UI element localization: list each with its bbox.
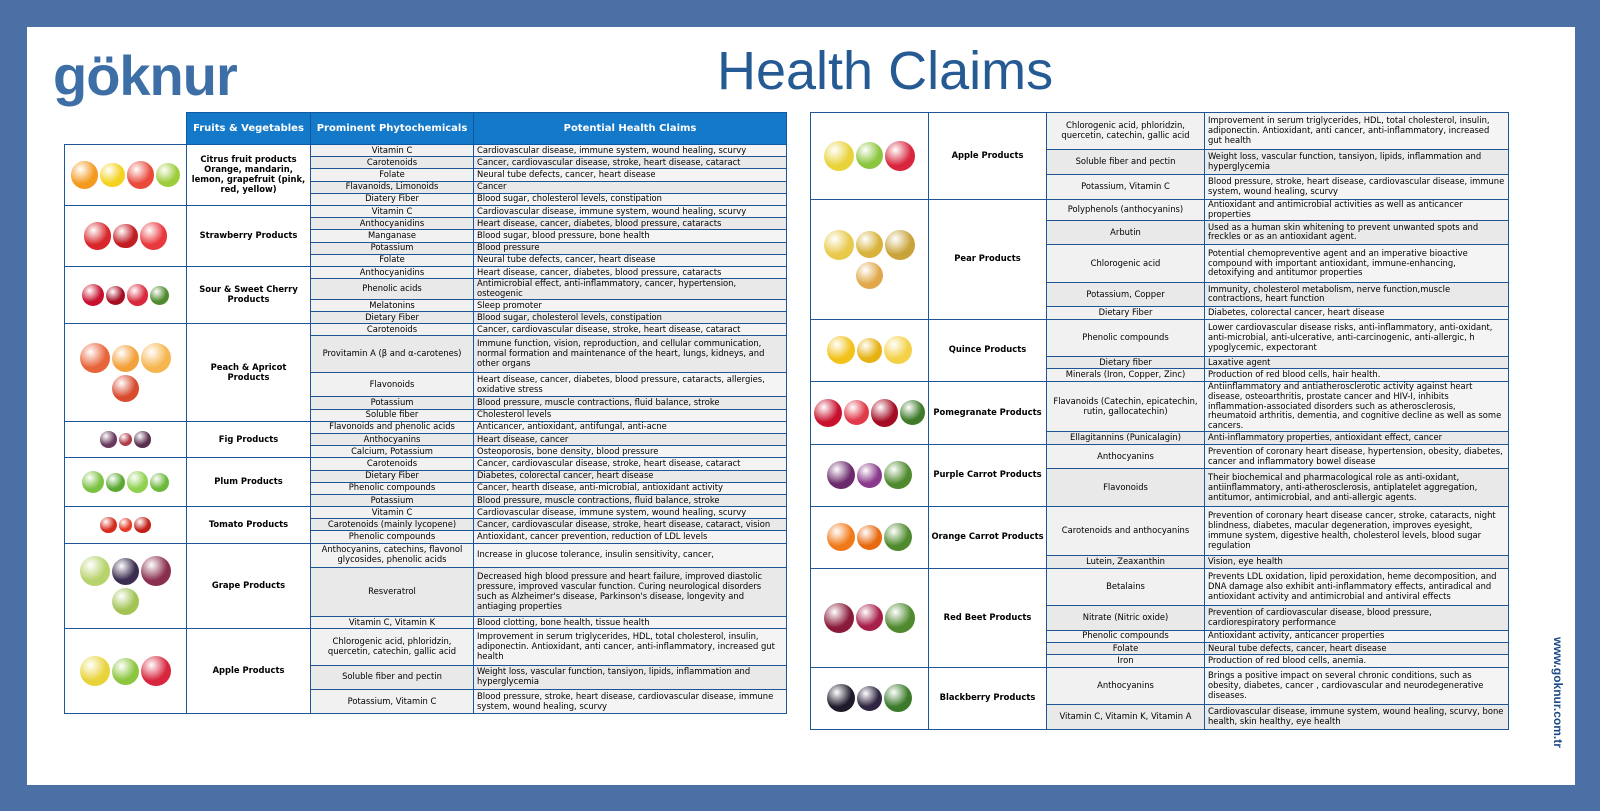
product-name: Tomato Products: [187, 507, 311, 544]
phytochemical-cell: Flavonoids and phenolic acids: [311, 421, 474, 433]
phytochemical-cell: Flavonoids: [1047, 469, 1205, 506]
table-header-row: [65, 113, 787, 145]
product-name: Orange Carrot Products: [929, 506, 1047, 568]
phytochemical-cell: Folate: [311, 169, 474, 181]
table-row: [811, 444, 1509, 469]
phytochemical-cell: Flavanoids (Catechin, epicatechin, rutin, gallocatechin): [1047, 381, 1205, 432]
phytochemical-cell: Chlorogenic acid: [1047, 245, 1205, 282]
table-row: [811, 667, 1509, 704]
phytochemical-cell: Soluble fiber: [311, 409, 474, 421]
health-claim-cell: Cancer: [474, 181, 787, 193]
health-claim-cell: Prevention of coronary heart disease, hypertension, obesity, diabetes, cancer and inflammatory bowel disease: [1205, 444, 1509, 469]
fruit-shape: [885, 603, 915, 633]
orange-carrot-icon: [811, 506, 929, 568]
phytochemical-cell: Melatonins: [311, 299, 474, 311]
fruit-shape: [71, 161, 98, 188]
fruit-shape: [100, 163, 124, 187]
citrus-icon: [65, 145, 187, 206]
fruit-shape: [856, 231, 883, 258]
fruit-shape: [857, 338, 882, 363]
product-name: Fig Products: [187, 421, 311, 458]
phytochemical-cell: Soluble fiber and pectin: [311, 665, 474, 689]
fruit-shape: [827, 336, 855, 364]
grape-icon: [65, 543, 187, 628]
fruit-shape: [884, 684, 912, 712]
phytochemical-cell: Dietary Fiber: [1047, 307, 1205, 319]
product-name: Grape Products: [187, 543, 311, 628]
health-claim-cell: Cancer, cardiovascular disease, stroke, heart disease, cataract: [474, 458, 787, 470]
table-row: [65, 145, 787, 157]
product-name: Apple Products: [187, 629, 311, 714]
health-claim-cell: Immunity, cholesterol metabolism, nerve function,muscle contractions, heart function: [1205, 282, 1509, 307]
phytochemical-cell: Phenolic compounds: [311, 531, 474, 543]
fruit-shape: [112, 588, 139, 615]
product-name: Peach & Apricot Products: [187, 324, 311, 422]
health-claim-cell: Their biochemical and pharmacological role as anti-oxidant, antiinflammatory, anti-atherosclerosis, antiplatelet aggregation, antitumor, antimicrobial, and anti-allergic agents.: [1205, 469, 1509, 506]
header-image-cell: [65, 113, 187, 145]
page-title: Health Claims: [717, 41, 1054, 101]
phytochemical-cell: Dietary Fiber: [311, 470, 474, 482]
fruit-shape: [140, 222, 167, 249]
fruit-shape: [156, 163, 180, 187]
phytochemical-cell: Flavanoids, Limonoids: [311, 181, 474, 193]
phytochemical-cell: Phenolic acids: [311, 279, 474, 300]
fruit-shape: [141, 343, 171, 373]
fruit-shape: [857, 463, 882, 488]
phytochemical-cell: Carotenoids and anthocyanins: [1047, 506, 1205, 556]
fruit-shape: [80, 343, 110, 373]
health-claim-cell: Blood clotting, bone health, tissue health: [474, 616, 787, 628]
fruit-shape: [127, 161, 154, 188]
fruit-shape: [119, 518, 132, 531]
fruit-shape: [141, 556, 171, 586]
health-claim-cell: Potential chemopreventive agent and an imperative bioactive compound with important antioxidant, immune-enhancing, detoxifying and antitumor properties: [1205, 245, 1509, 282]
health-claim-cell: Heart disease, cancer, diabetes, blood pressure, cataracts: [474, 218, 787, 230]
health-claim-cell: Lower cardiovascular disease risks, anti-inflammatory, anti-oxidant, anti-microbial, anti-ulcerative, anti-carcinogenic, anti-allergic, h ypoglycemic, expectorant: [1205, 319, 1509, 356]
phytochemical-cell: Folate: [311, 254, 474, 266]
health-claim-cell: Cancer, cardiovascular disease, stroke, heart disease, cataract: [474, 157, 787, 169]
fruit-shape: [112, 558, 139, 585]
fruit-shape: [112, 345, 139, 372]
phytochemical-cell: Anthocyanidins: [311, 266, 474, 278]
phytochemical-cell: Calcium, Potassium: [311, 446, 474, 458]
health-claim-cell: Diabetes, colorectal cancer, heart disease: [1205, 307, 1509, 319]
fruit-shape: [856, 604, 883, 631]
fruit-shape: [885, 230, 915, 260]
health-claim-cell: Increase in glucose tolerance, insulin sensitivity, cancer,: [474, 543, 787, 567]
table-row: [811, 113, 1509, 150]
phytochemical-cell: Potassium: [311, 397, 474, 409]
product-name: Pear Products: [929, 199, 1047, 319]
health-claim-cell: Cancer, cardiovascular disease, stroke, heart disease, cataract: [474, 324, 787, 336]
phytochemical-cell: Anthocyanins: [311, 433, 474, 445]
fruit-shape: [827, 684, 855, 712]
table-row: [811, 199, 1509, 220]
phytochemical-cell: Carotenoids: [311, 157, 474, 169]
phytochemical-cell: Chlorogenic acid, phloridzin, quercetin, catechin, gallic acid: [311, 629, 474, 666]
fruit-shape: [112, 375, 139, 402]
phytochemical-cell: Vitamin C: [311, 145, 474, 157]
health-claim-cell: Blood sugar, cholesterol levels, constipation: [474, 312, 787, 324]
fruit-shape: [814, 399, 842, 427]
left-table-body: [65, 145, 787, 714]
health-claim-cell: Production of red blood cells, hair health.: [1205, 369, 1509, 381]
health-claim-cell: Antioxidant activity, anticancer properties: [1205, 630, 1509, 642]
table-row: [811, 568, 1509, 605]
product-name: Pomegranate Products: [929, 381, 1047, 444]
fruit-shape: [824, 230, 854, 260]
health-claim-cell: Decreased high blood pressure and heart failure, improved diastolic pressure, improved vascular function. Curing neurological disorders such as Alzheimer's disease, Parkinson's disease, longevity and antiaging properties: [474, 568, 787, 617]
brand-logo: göknur: [53, 44, 237, 107]
fruit-shape: [119, 433, 132, 446]
phytochemical-cell: Vitamin C, Vitamin K, Vitamin A: [1047, 704, 1205, 729]
phytochemical-cell: Carotenoids: [311, 458, 474, 470]
phytochemical-cell: Carotenoids (mainly lycopene): [311, 519, 474, 531]
fruit-shape: [900, 400, 925, 425]
table-row: [65, 458, 787, 470]
health-claim-cell: Antioxidant, cancer prevention, reduction of LDL levels: [474, 531, 787, 543]
fruit-shape: [827, 461, 855, 489]
beet-icon: [811, 568, 929, 667]
health-claim-cell: Weight loss, vascular function, tansiyon, lipids, inflammation and hyperglycemia: [1205, 150, 1509, 175]
product-name: Sour & Sweet Cherry Products: [187, 266, 311, 323]
cherry-icon: [65, 266, 187, 323]
health-claim-cell: Antioxidant and antimicrobial activities as well as anticancer properties: [1205, 199, 1509, 220]
health-claim-cell: Cardiovascular disease, immune system, wound healing, scurvy: [474, 145, 787, 157]
phytochemical-cell: Phenolic compounds: [1047, 319, 1205, 356]
health-claim-cell: Antiinflammatory and antiatherosclerotic activity against heart disease, osteoarthritis, prostate cancer and HIV-I, inhibits inflammation-associated disorders such as atherosclerosis, rheumatoid arthritis, dementia, and cognitive decline as well as some cancers.: [1205, 381, 1509, 432]
phytochemical-cell: Chlorogenic acid, phloridzin, quercetin, catechin, gallic acid: [1047, 113, 1205, 150]
health-claim-cell: Cardiovascular disease, immune system, wound healing, scurvy: [474, 205, 787, 217]
product-name: Blackberry Products: [929, 667, 1047, 729]
health-claim-cell: Blood pressure, stroke, heart disease, cardiovascular disease, immune system, wound healing, scurvy: [474, 690, 787, 714]
health-claim-cell: Osteoporosis, bone density, blood pressure: [474, 446, 787, 458]
phytochemical-cell: Phenolic compounds: [1047, 630, 1205, 642]
fruit-shape: [106, 473, 125, 492]
health-claim-cell: Cardiovascular disease, immune system, wound healing, scurvy: [474, 507, 787, 519]
pear-icon: [811, 199, 929, 319]
health-claim-cell: Diabetes, colorectal cancer, heart disease: [474, 470, 787, 482]
phytochemical-cell: Anthocyanins: [1047, 667, 1205, 704]
phytochemical-cell: Lutein, Zeaxanthin: [1047, 556, 1205, 568]
phytochemical-cell: Potassium, Copper: [1047, 282, 1205, 307]
right-claims-table: [810, 112, 1509, 730]
fruit-shape: [82, 471, 104, 493]
product-name: Apple Products: [929, 113, 1047, 200]
health-claim-cell: Anti-inflammatory properties, antioxidant effect, cancer: [1205, 432, 1509, 444]
health-claim-cell: Used as a human skin whitening to prevent unwanted spots and freckles or as an antioxidant agent.: [1205, 220, 1509, 245]
phytochemical-cell: Potassium, Vitamin C: [311, 690, 474, 714]
fruit-shape: [106, 286, 125, 305]
phytochemical-cell: Soluble fiber and pectin: [1047, 150, 1205, 175]
apple-icon: [811, 113, 929, 200]
phytochemical-cell: Minerals (Iron, Copper, Zinc): [1047, 369, 1205, 381]
health-claim-cell: Blood pressure, muscle contractions, fluid balance, stroke: [474, 397, 787, 409]
table-row: [65, 324, 787, 336]
product-name: Purple Carrot Products: [929, 444, 1047, 506]
product-name: Quince Products: [929, 319, 1047, 381]
table-row: [65, 543, 787, 567]
right-table-body: [811, 113, 1509, 730]
fruit-shape: [844, 400, 869, 425]
table-row: [65, 266, 787, 278]
fruit-shape: [150, 286, 169, 305]
fruit-shape: [884, 336, 912, 364]
fruit-shape: [127, 471, 149, 493]
health-claim-cell: Cardiovascular disease, immune system, wound healing, scurvy, bone health, skin healthy, eye health: [1205, 704, 1509, 729]
fruit-shape: [112, 658, 139, 685]
fruit-shape: [127, 284, 149, 306]
fruit-shape: [824, 603, 854, 633]
header-phytochemicals: Prominent Phytochemicals: [311, 113, 474, 145]
table-row: [811, 506, 1509, 556]
table-row: [65, 507, 787, 519]
tomato-icon: [65, 507, 187, 544]
phytochemical-cell: Provitamin A (β and α-carotenes): [311, 336, 474, 373]
health-claim-cell: Prevention of cardiovascular disease, blood pressure, cardiorespiratory performance: [1205, 605, 1509, 630]
phytochemical-cell: Anthocyanins: [1047, 444, 1205, 469]
purple-carrot-icon: [811, 444, 929, 506]
fruit-shape: [824, 141, 854, 171]
fruit-shape: [82, 284, 104, 306]
health-claim-cell: Vision, eye health: [1205, 556, 1509, 568]
health-claim-cell: Blood pressure: [474, 242, 787, 254]
fruit-shape: [100, 517, 116, 533]
health-claim-cell: Prevention of coronary heart disease cancer, stroke, cataracts, night blindness, diabetes, macular degeneration, improves eyesight, immune system, digestive health, cholesterol levels, blood sugar regulation: [1205, 506, 1509, 556]
health-claim-cell: Heart disease, cancer, diabetes, blood pressure, cataracts, allergies, oxidative stress: [474, 373, 787, 397]
quince-icon: [811, 319, 929, 381]
health-claim-cell: Sleep promoter: [474, 299, 787, 311]
health-claim-cell: Blood sugar, cholesterol levels, constipation: [474, 193, 787, 205]
fruit-shape: [857, 525, 882, 550]
phytochemical-cell: Betalains: [1047, 568, 1205, 605]
health-claim-cell: Antimicrobial effect, anti-inflammatory, cancer, hypertension, osteogenic: [474, 279, 787, 300]
product-name: Citrus fruit products Orange, mandarin, lemon, grapefruit (pink, red, yellow): [187, 145, 311, 206]
health-claim-cell: Heart disease, cancer, diabetes, blood pressure, cataracts: [474, 266, 787, 278]
phytochemical-cell: Flavonoids: [311, 373, 474, 397]
health-claim-cell: Brings a positive impact on several chronic conditions, such as obesity, diabetes, cancer , cardiovascular and neurodegenerative diseases.: [1205, 667, 1509, 704]
product-name: Red Beet Products: [929, 568, 1047, 667]
table-row: [65, 205, 787, 217]
phytochemical-cell: Polyphenols (anthocyanins): [1047, 199, 1205, 220]
fruit-shape: [100, 431, 116, 447]
phytochemical-cell: Phenolic compounds: [311, 482, 474, 494]
health-claim-cell: Immune function, vision, reproduction, and cellular communication, normal formation and maintenance of the heart, lungs, kidneys, and other organs: [474, 336, 787, 373]
fruit-shape: [84, 222, 111, 249]
fruit-shape: [856, 262, 883, 289]
pomegranate-icon: [811, 381, 929, 444]
health-claims-sheet: [27, 27, 1575, 785]
table-row: [65, 629, 787, 666]
phytochemical-cell: Potassium: [311, 242, 474, 254]
phytochemical-cell: Arbutin: [1047, 220, 1205, 245]
header-health-claims: Potential Health Claims: [474, 113, 787, 145]
phytochemical-cell: Manganase: [311, 230, 474, 242]
phytochemical-cell: Iron: [1047, 655, 1205, 667]
fruit-shape: [150, 473, 169, 492]
fruit-shape: [884, 461, 912, 489]
health-claim-cell: Prevents LDL oxidation, lipid peroxidation, heme decomposition, and DNA damage also exhibit anti-inflammatory effects, antiradical and antioxidant activity and antimicrobial and antiviral effects: [1205, 568, 1509, 605]
peach-icon: [65, 324, 187, 422]
health-claim-cell: Cancer, hearth disease, anti-microbial, antioxidant activity: [474, 482, 787, 494]
health-claim-cell: Neural tube defects, cancer, heart disease: [1205, 643, 1509, 655]
health-claim-cell: Anticancer, antioxidant, antifungal, anti-acne: [474, 421, 787, 433]
header-products: Fruits & Vegetables: [187, 113, 311, 145]
phytochemical-cell: Dietary Fiber: [311, 312, 474, 324]
phytochemical-cell: Diatery Fiber: [311, 193, 474, 205]
health-claim-cell: Production of red blood cells, anemia.: [1205, 655, 1509, 667]
fig-icon: [65, 421, 187, 458]
fruit-shape: [134, 431, 150, 447]
health-claim-cell: Neural tube defects, cancer, heart disease: [474, 169, 787, 181]
fruit-shape: [885, 141, 915, 171]
fruit-shape: [113, 224, 137, 248]
health-claim-cell: Blood sugar, blood pressure, bone health: [474, 230, 787, 242]
product-name: Strawberry Products: [187, 205, 311, 266]
fruit-shape: [871, 399, 899, 427]
phytochemical-cell: Vitamin C, Vitamin K: [311, 616, 474, 628]
health-claim-cell: Blood pressure, muscle contractions, fluid balance, stroke: [474, 494, 787, 506]
fruit-shape: [884, 523, 912, 551]
blackberry-icon: [811, 667, 929, 729]
health-claim-cell: Weight loss, vascular function, tansiyon, lipids, inflammation and hyperglycemia: [474, 665, 787, 689]
product-name: Plum Products: [187, 458, 311, 507]
health-claim-cell: Improvement in serum triglycerides, HDL, total cholesterol, insulin, adiponectin. Antioxidant, anti cancer, anti-inflammatory, increased gut health: [474, 629, 787, 666]
phytochemical-cell: Carotenoids: [311, 324, 474, 336]
health-claim-cell: Heart disease, cancer: [474, 433, 787, 445]
health-claim-cell: Cholesterol levels: [474, 409, 787, 421]
health-claim-cell: Blood pressure, stroke, heart disease, cardiovascular disease, immune system, wound healing, scurvy: [1205, 174, 1509, 199]
phytochemical-cell: Anthocyanidins: [311, 218, 474, 230]
table-row: [811, 381, 1509, 432]
phytochemical-cell: Resveratrol: [311, 568, 474, 617]
fruit-shape: [827, 523, 855, 551]
apple-icon: [65, 629, 187, 714]
plum-icon: [65, 458, 187, 507]
phytochemical-cell: Dietary fiber: [1047, 356, 1205, 368]
phytochemical-cell: Vitamin C: [311, 205, 474, 217]
health-claim-cell: Neural tube defects, cancer, heart disease: [474, 254, 787, 266]
fruit-shape: [856, 142, 883, 169]
phytochemical-cell: Folate: [1047, 643, 1205, 655]
left-claims-table: [64, 112, 787, 714]
phytochemical-cell: Potassium: [311, 494, 474, 506]
fruit-shape: [80, 556, 110, 586]
website-url[interactable]: www.goknur.com.tr: [1551, 637, 1565, 748]
health-claim-cell: Cancer, cardiovascular disease, stroke, heart disease, cataract, vision: [474, 519, 787, 531]
table-row: [65, 421, 787, 433]
phytochemical-cell: Anthocyanins, catechins, flavonol glycosides, phenolic acids: [311, 543, 474, 567]
phytochemical-cell: Ellagitannins (Punicalagin): [1047, 432, 1205, 444]
fruit-shape: [141, 656, 171, 686]
phytochemical-cell: Potassium, Vitamin C: [1047, 174, 1205, 199]
fruit-shape: [80, 656, 110, 686]
table-row: [811, 319, 1509, 356]
fruit-shape: [857, 686, 882, 711]
strawberry-icon: [65, 205, 187, 266]
health-claim-cell: Improvement in serum triglycerides, HDL, total cholesterol, insulin, adiponectin. Antioxidant, anti cancer, anti-inflammatory, increased gut health: [1205, 113, 1509, 150]
health-claim-cell: Laxative agent: [1205, 356, 1509, 368]
phytochemical-cell: Nitrate (Nitric oxide): [1047, 605, 1205, 630]
phytochemical-cell: Vitamin C: [311, 507, 474, 519]
fruit-shape: [134, 517, 150, 533]
